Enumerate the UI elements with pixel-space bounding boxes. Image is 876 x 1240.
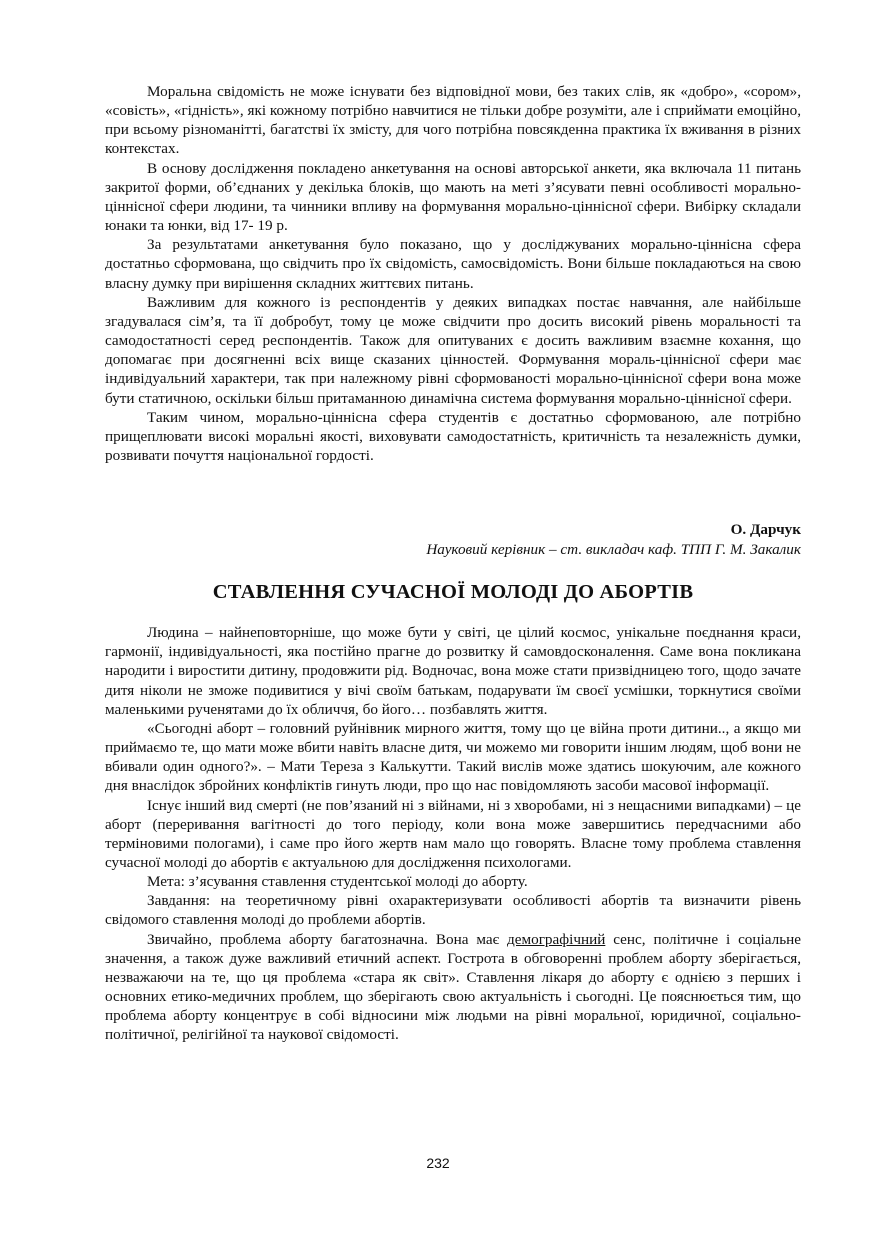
article-2-paragraph: Мета: з’ясування ставлення студентської молоді до аборту.	[147, 873, 528, 891]
supervisor-line: Науковий керівник – ст. викладач каф. ТПП Г. М. Закалик	[426, 541, 801, 559]
paragraph-text: сенс, політичне і соціальне значення, а також дуже важливий етичний аспект. Гострота в обговоренні проблем аборту зберігається, незважаючи на те, що ця проблема «стара як світ». Ставлення лікаря до аборту є однією з перших і основних етико-медичних проблем, що зберігають свою актуальність і сьогодні. Це пояснюється тим, що проблема аборту концентрує в собі відносини між людьми на рівні моральної, юридичної, соціально-політичної, релігійної та наукової свідомості.	[105, 930, 801, 1044]
article-2-paragraph: «Сьогодні аборт – головний руйнівник мирного життя, тому що це війна проти дитини.., а якщо ми приймаємо те, що мати може вбити навіть власне дитя, чи можемо ми говорити іншим людям, щоб вони не вбивали один одного?». – Мати Тереза з Калькутти. Такий вислів може здатись шокуючим, але кожного дня внаслідок збройних конфліктів гинуть люди, про що нас повідомляють засоби масової інформації.	[105, 719, 801, 795]
page-body	[105, 82, 801, 1045]
article-1-paragraph: Важливим для кожного із респондентів у деяких випадках постає навчання, але найбільше згадувалася сім’я, та її добробут, тому це може свідчити про досить високий рівень моральності та самодостатності серед респондентів. Також для опитуваних є досить важливим взаємне кохання, що допомагає при досягненні всіх вище сказаних цінностей. Формування мораль-ціннісної сфери має індивідуальний характери, так при належному рівні сформованості морально-ціннісної сфери вона може бути статичною, оскільки більш притаманною динамічна система формування морально-ціннісної сфери.	[105, 293, 801, 407]
article-1-paragraph: За результатами анкетування було показано, що у досліджуваних морально-ціннісна сфера достатньо сформована, що свідчить про їх свідомість, самосвідомість. Вони більше покладаються на свою власну думку при вирішення складних життєвих питань.	[105, 236, 801, 292]
article-2-paragraph	[105, 930, 801, 1045]
paragraph-text: Звичайно, проблема аборту багатозначна. Вона має	[147, 930, 508, 948]
article-2-paragraph: Завдання: на теоретичному рівні охарактеризувати особливості абортів та визначити рівень свідомого ставлення молоді до проблеми абортів.	[105, 892, 801, 929]
article-1-paragraph: Таким чином, морально-ціннісна сфера студентів є достатньо сформованою, але потрібно прищеплювати високі моральні якості, виховувати самодостатність, критичність та незалежність думки, розвивати почуття національної гордості.	[105, 408, 801, 464]
article-2-paragraph: Існує інший вид смерті (не пов’язаний ні з війнами, ні з хворобами, ні з нещасними випадками) – це аборт (переривання вагітності до того періоду, коли вона може завершитись передчасними або терміновими пологами), і саме про його жертв нам мало що говорять. Власне тому проблема ставлення сучасної молоді до абортів є актуальною для дослідження психологами.	[105, 796, 801, 871]
article-title: СТАВЛЕННЯ СУЧАСНОЇ МОЛОДІ ДО АБОРТІВ	[212, 581, 694, 604]
underlined-term: демографічний	[507, 930, 606, 948]
author-name: О. Дарчук	[730, 521, 801, 539]
article-2-paragraph: Людина – найнеповторніше, що може бути у світі, це цілий космос, унікальне поєднання краси, гармонії, індивідуальності, яка постійно прагне до розвитку й самовдосконалення. Саме вона покликана народити і виростити дитину, продовжити рід. Водночас, вона може стати призвідницею того, щодо зачате дитя ніколи не зможе подивитися у вічі своїм батькам, подарувати їм своєї усмішки, торкнутися своїми маленькими рученятами до їх обличчя, бо його… позбавлять життя.	[105, 624, 801, 718]
article-1-body	[105, 82, 801, 465]
article-1-paragraph: В основу дослідження покладено анкетування на основі авторської анкети, яка включала 11 питань закритої форми, об’єднаних у декілька блоків, що мають на меті з’ясувати певні особливості морально-ціннісної сфери людини, та чинники впливу на формування морально-ціннісної сфери. Вибірку складали юнаки та юнки, від 17- 19 р.	[105, 159, 801, 235]
article-2-body	[105, 623, 801, 1044]
page-number: 232	[426, 1155, 450, 1171]
article-1-paragraph: Моральна свідомість не може існувати без відповідної мови, без таких слів, як «добро», «сором», «совість», «гідність», які кожному потрібно навчитися не тільки добре розуміти, але і сприймати емоційно, при всьому різноманітті, багатстві їх змісту, для чого потрібна повсякденна практика їх вживання в різних контекстах.	[105, 83, 801, 158]
section-gap	[105, 465, 801, 520]
